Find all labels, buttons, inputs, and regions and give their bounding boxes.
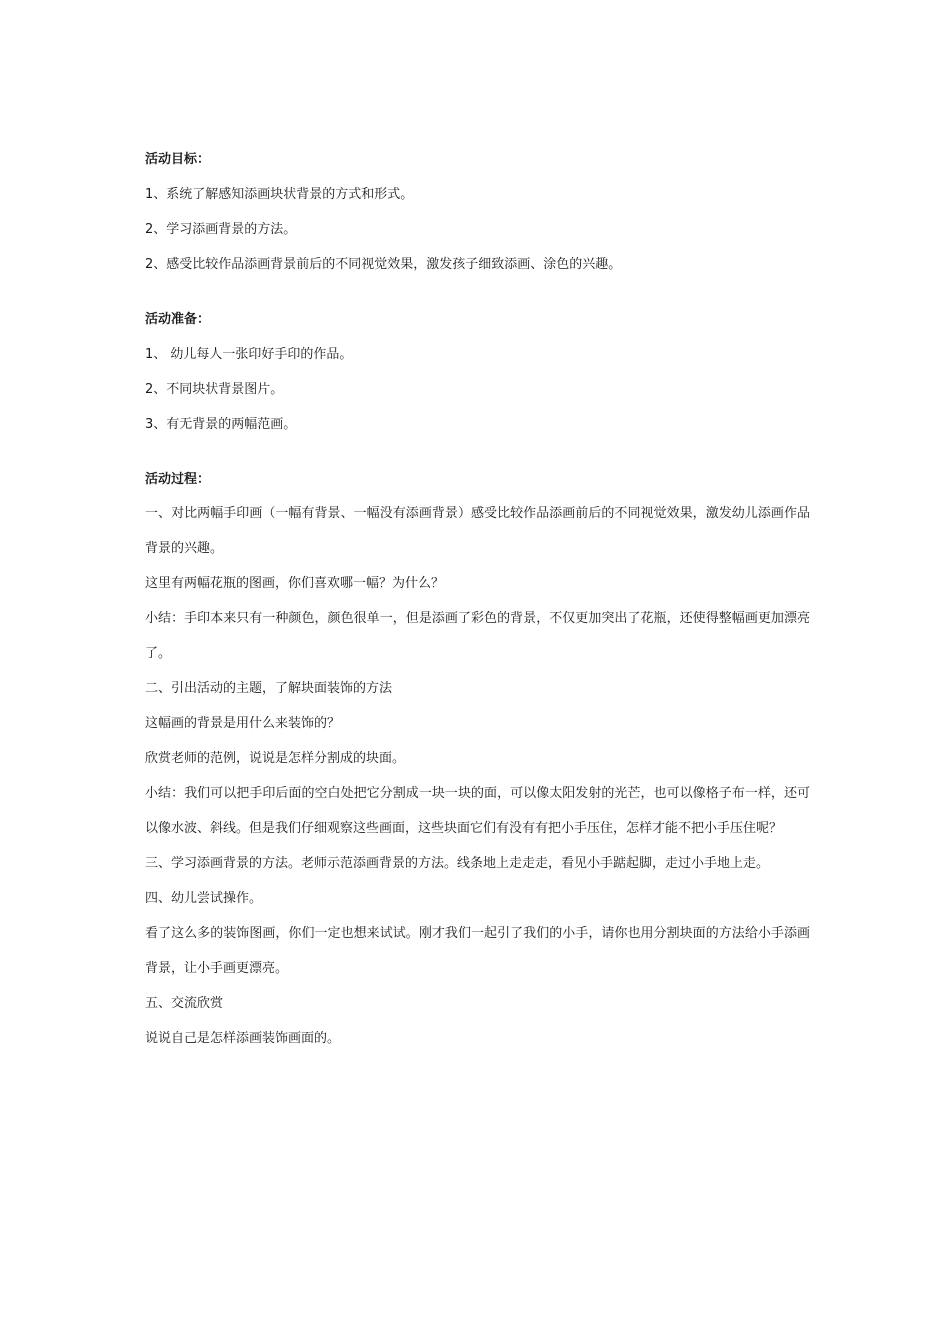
prep-title: 活动准备：	[145, 312, 211, 327]
prep-item-3: 3、有无背景的两幅范画。	[145, 417, 297, 432]
process-paragraph: 五、交流欣赏	[145, 996, 224, 1011]
process-paragraph: 说说自己是怎样添画装饰画面的。	[145, 1031, 341, 1046]
goals-title: 活动目标：	[145, 152, 211, 167]
process-paragraph: 四、幼儿尝试操作。	[145, 891, 263, 906]
process-paragraph: 欣赏老师的范例，说说是怎样分割成的块面。	[145, 751, 406, 766]
prep-item-2: 2、不同块状背景图片。	[145, 382, 284, 397]
process-paragraph: 小结：手印本来只有一种颜色，颜色很单一，但是添画了彩色的背景，不仅更加突出了花瓶，还使得整幅画更加漂亮了。	[145, 611, 810, 661]
process-paragraph: 小结：我们可以把手印后面的空白处把它分割成一块一块的面，可以像太阳发射的光芒，也可以像格子布一样，还可以像水波、斜线。但是我们仔细观察这些画面，这些块面它们有没有有把小手压住，怎样才能不把小手压住呢？	[145, 786, 810, 836]
process-paragraph: 一、对比两幅手印画（一幅有背景、一幅没有添画背景）感受比较作品添画前后的不同视觉效果，激发幼儿添画作品背景的兴趣。	[145, 506, 810, 556]
process-paragraph: 看了这么多的装饰图画，你们一定也想来试试。刚才我们一起引了我们的小手，请你也用分割块面的方法给小手添画背景，让小手画更漂亮。	[145, 926, 810, 976]
goal-item-2: 2、学习添画背景的方法。	[145, 222, 297, 237]
process-paragraph: 这幅画的背景是用什么来装饰的？	[145, 716, 341, 731]
process-title: 活动过程：	[145, 472, 211, 487]
prep-item-1: 1、 幼儿每人一张印好手印的作品。	[145, 347, 353, 362]
goal-item-3: 2、感受比较作品添画背景前后的不同视觉效果，激发孩子细致添画、涂色的兴趣。	[145, 257, 622, 272]
process-paragraph: 三、学习添画背景的方法。老师示范添画背景的方法。线条地上走走走，看见小手踮起脚，走过小手地上走。	[145, 856, 770, 871]
process-body	[145, 496, 810, 1056]
process-paragraph: 二、引出活动的主题，了解块面装饰的方法	[145, 681, 393, 696]
process-paragraph: 这里有两幅花瓶的图画，你们喜欢哪一幅？为什么？	[145, 576, 445, 591]
goal-item-1: 1、系统了解感知添画块状背景的方式和形式。	[145, 187, 414, 202]
